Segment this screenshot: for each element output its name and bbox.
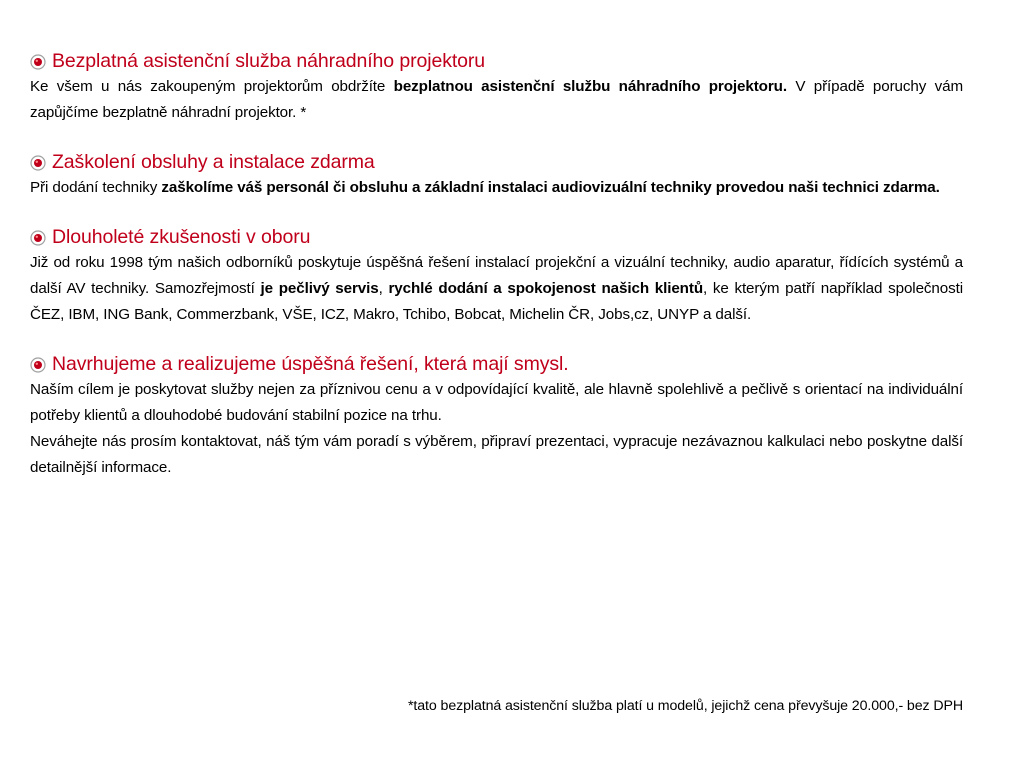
- section-experience: [30, 224, 963, 328]
- document-page: [30, 48, 963, 504]
- section-replacement-projector: [30, 48, 963, 126]
- radio-bullet-icon: [30, 230, 46, 246]
- section-body: [30, 250, 963, 328]
- paragraph: [30, 429, 963, 481]
- section-body: [30, 377, 963, 481]
- section-body: [30, 74, 963, 126]
- text-run: ,: [378, 280, 389, 297]
- section-heading-text: Navrhujeme a realizujeme úspěšná řešení, která mají smysl.: [52, 353, 569, 375]
- bold-text-run: rychlé dodání a spokojenost našich klientů: [388, 280, 703, 297]
- text-run: Ke všem u nás zakoupeným projektorům obdržíte: [30, 78, 394, 95]
- paragraph: [30, 74, 963, 126]
- bold-text-run: je pečlivý servis: [260, 280, 379, 297]
- section-heading: [30, 48, 963, 74]
- section-heading: [30, 149, 963, 175]
- section-body: [30, 175, 963, 201]
- bold-text-run: bezplatnou asistenční službu náhradního projektoru.: [393, 78, 787, 95]
- section-heading: [30, 351, 963, 377]
- footnote: *tato bezplatná asistenční služba platí u modelů, jejichž cena převyšuje 20.000,- bez DPH: [408, 698, 963, 714]
- text-run: Neváhejte nás prosím kontaktovat, náš tým vám poradí s výběrem, připraví prezentaci, vypracuje nezávaznou kalkulaci nebo poskytne další detailnější informace.: [30, 433, 963, 476]
- radio-bullet-icon: [30, 54, 46, 70]
- section-heading: [30, 224, 963, 250]
- text-run: V případě poruchy vám zapůjčíme bezplatně náhradní projektor. *: [30, 78, 964, 121]
- section-heading-text: Zaškolení obsluhy a instalace zdarma: [52, 151, 375, 173]
- section-heading-text: Dlouholeté zkušenosti v oboru: [52, 226, 311, 248]
- radio-bullet-icon: [30, 155, 46, 171]
- section-training-installation: [30, 149, 963, 201]
- text-run: , ke kterým patří například společnosti ČEZ, IBM, ING Bank, Commerzbank, VŠE, ICZ, Makro, Tchibo, Bobcat, Michelin ČR, Jobs,cz, UNYP a další.: [30, 280, 963, 323]
- text-run: Již od roku 1998 tým našich odborníků poskytuje úspěšná řešení instalací projekční a vizuální techniky, audio aparatur, řídících systémů a další AV techniky. Samozřejmostí: [30, 254, 963, 297]
- bold-text-run: zaškolíme váš personál či obsluhu a základní instalaci audiovizuální techniky provedou naši technici zdarma.: [161, 179, 940, 196]
- paragraph: [30, 175, 963, 201]
- paragraph: [30, 377, 963, 429]
- section-heading-text: Bezplatná asistenční služba náhradního projektoru: [52, 50, 486, 72]
- section-solutions: [30, 351, 963, 481]
- paragraph: [30, 250, 963, 328]
- radio-bullet-icon: [30, 357, 46, 373]
- text-run: Naším cílem je poskytovat služby nejen za příznivou cenu a v odpovídající kvalitě, ale hlavně spolehlivě a pečlivě s orientací na individuální potřeby klientů a dlouhodobé budování stabilní pozice na trhu.: [30, 381, 963, 424]
- text-run: Při dodání techniky: [30, 179, 162, 196]
